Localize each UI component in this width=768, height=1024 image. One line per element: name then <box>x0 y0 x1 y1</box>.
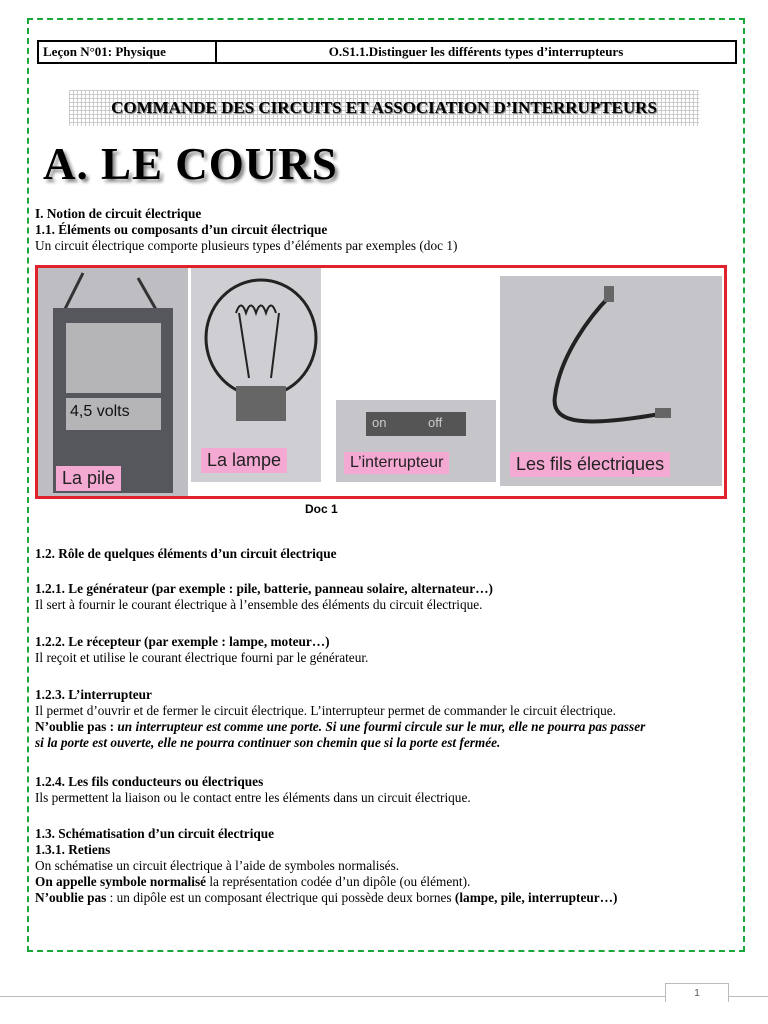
wires-photo <box>500 276 722 486</box>
page-frame <box>27 18 745 952</box>
lesson-number: Leçon N°01: Physique <box>39 42 217 62</box>
main-title: A. LE COURS <box>43 139 338 189</box>
section-1-3-1-text: On schématise un circuit électrique à l’aide de symboles normalisés. <box>35 858 400 873</box>
lesson-header <box>37 40 737 64</box>
battery-photo <box>38 268 188 496</box>
section-1-3-1-heading: 1.3.1. Retiens <box>35 842 111 857</box>
lesson-objective: O.S1.1.Distinguer les différents types d’interrupteurs <box>328 44 624 59</box>
doc1-caption: Doc 1 <box>305 502 338 516</box>
definition-line <box>35 874 470 890</box>
label-fils: Les fils électriques <box>510 452 670 477</box>
battery-drawing <box>38 268 188 496</box>
note-1-label: N’oublie pas : <box>35 719 115 734</box>
lamp-photo <box>191 268 321 482</box>
page-number: 1 <box>665 983 729 1002</box>
section-1-2-4-heading: 1.2.4. Les fils conducteurs ou électriques <box>35 774 264 789</box>
label-lampe: La lampe <box>201 448 287 473</box>
section-1-2-heading: 1.2. Rôle de quelques éléments d’un circuit électrique <box>35 546 337 561</box>
switch-off-label: off <box>428 415 443 430</box>
note-1-line-1 <box>35 719 645 735</box>
doc1-photo-panel <box>35 265 727 499</box>
section-1-3-heading: 1.3. Schématisation d’un circuit électrique <box>35 826 275 841</box>
note-2-label: N’oublie pas <box>35 890 107 905</box>
section-1-2-4-text: Ils permettent la liaison ou le contact entre les éléments dans un circuit électrique. <box>35 790 471 805</box>
section-1-1-text: Un circuit électrique comporte plusieurs types d’éléments par exemples (doc 1) <box>35 238 458 253</box>
section-1-2-3-text: Il permet d’ouvrir et de fermer le circuit électrique. L’interrupteur permet de commander le circuit électrique. <box>35 703 616 718</box>
section-1-2-2-text: Il reçoit et utilise le courant électrique fourni par le générateur. <box>35 650 369 665</box>
definition-term: On appelle symbole normalisé <box>35 874 207 889</box>
label-pile: La pile <box>56 466 121 491</box>
switch-body <box>366 412 466 436</box>
note-2-examples: (lampe, pile, interrupteur…) <box>454 890 618 905</box>
definition-text: la représentation codée d’un dipôle (ou élément). <box>206 874 471 889</box>
battery-voltage-label: 4,5 volts <box>70 403 130 420</box>
switch-on-label: on <box>372 415 387 430</box>
note-2-text: : un dipôle est un composant électrique qui possède deux bornes <box>106 890 455 905</box>
switch-photo <box>336 400 496 482</box>
section-1-2-3-heading: 1.2.3. L’interrupteur <box>35 687 152 702</box>
section-1-2-1-text: Il sert à fournir le courant électrique à l’ensemble des éléments du circuit électrique. <box>35 597 483 612</box>
footer-line <box>0 996 768 997</box>
section-I-heading: I. Notion de circuit électrique <box>35 206 202 221</box>
label-interrupteur: L’interrupteur <box>344 452 449 474</box>
section-1-2-2-heading: 1.2.2. Le récepteur (par exemple : lampe, moteur…) <box>35 634 330 649</box>
section-1-2-1-heading: 1.2.1. Le générateur (par exemple : pile, batterie, panneau solaire, alternateur…) <box>35 581 493 596</box>
note-2-line <box>35 890 617 906</box>
note-1-text: un interrupteur est comme une porte. Si une fourmi circule sur le mur, elle ne pourra pas passer <box>114 719 646 734</box>
lesson-subtitle: COMMANDE DES CIRCUITS ET ASSOCIATION D’INTERRUPTEURS <box>69 90 699 126</box>
note-1-line-2: si la porte est ouverte, elle ne pourra continuer son chemin que si la porte est fermée. <box>35 735 501 750</box>
section-1-1-heading: 1.1. Éléments ou composants d’un circuit électrique <box>35 222 328 237</box>
